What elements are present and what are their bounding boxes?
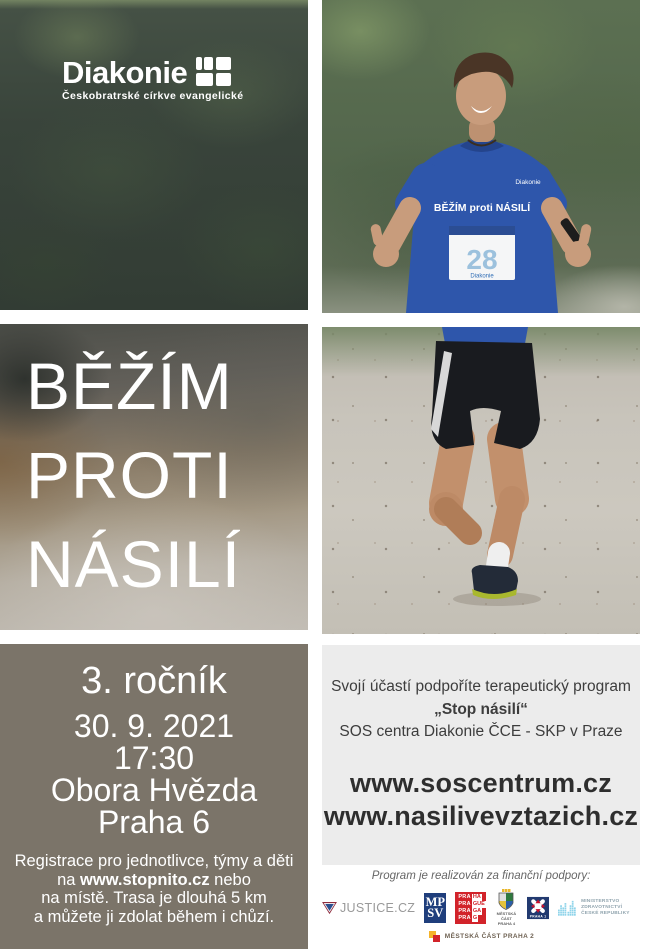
support-line-3: SOS centra Diakonie ČCE - SKP v Praze [339, 723, 623, 740]
praha4-label-line-2: PRAHA 4 [497, 921, 516, 927]
praha2-label: MĚSTSKÁ ČÁST PRAHA 2 [444, 933, 535, 940]
event-date: 30. 9. 2021 [73, 708, 235, 744]
registration-line-4: a můžete ji zdolat během i chůzí. [33, 907, 275, 926]
justice-triangle-icon [322, 902, 337, 915]
title-line-2: PROTI [26, 438, 233, 512]
event-city: Praha 6 [97, 804, 211, 840]
sponsors-section [322, 865, 640, 949]
sponsor-logo-mpsv [424, 893, 446, 923]
runner-bib [449, 226, 515, 280]
registration-line-2: na www.stopnito.cz nebo [57, 870, 251, 889]
photo-forest-top-left [0, 0, 308, 310]
event-details [0, 710, 308, 838]
bib-number: 28 [466, 244, 498, 275]
poster-title [26, 342, 241, 609]
ministry-label-line-2: ČESKÉ REPUBLIKY [581, 911, 630, 916]
legs-illustration [322, 327, 640, 634]
sponsor-logo-justice [322, 901, 415, 915]
photo-runner-upper [322, 0, 640, 313]
sponsor-logo-ministry [558, 898, 640, 919]
event-time: 17:30 [113, 740, 195, 776]
registration-line-3: na místě. Trasa je dlouhá 5 km [41, 889, 267, 907]
sponsor-logo-praha1 [527, 893, 549, 923]
diakonie-logo-text: Diakonie [62, 55, 188, 90]
bib-brand: Diakonie [470, 273, 494, 280]
event-info-panel [0, 644, 308, 949]
sponsor-logo-praha4 [495, 889, 518, 927]
ministry-label-line-1: MINISTERSTVO ZDRAVOTNICTVÍ [581, 899, 623, 910]
photo-runner-legs [322, 327, 640, 634]
support-url-1: www.soscentrum.cz [350, 767, 612, 798]
ministry-mosaic-icon [558, 898, 577, 919]
diakonie-tagline: Českobratrské církve evangelické [62, 90, 244, 102]
sponsors-caption: Program je realizován za finanční podpory: [371, 870, 591, 882]
sponsor-logo-praha: PRA HA PRA GUE PRA GA PRA G [455, 892, 485, 924]
sponsor-logo-praha2 [322, 930, 640, 943]
sponsor-logo-row [322, 889, 640, 927]
mpsv-line-1: MP [425, 895, 445, 909]
registration-line-1: Registrace pro jednotlivce, týmy a děti [14, 852, 294, 870]
title-line-3: NÁSILÍ [26, 527, 242, 601]
support-url-2: www.nasilivevztazich.cz [323, 800, 639, 831]
registration-url: www.stopnito.cz [80, 870, 210, 889]
title-line-1: BĚŽÍM [26, 349, 233, 423]
support-text [322, 676, 640, 744]
support-urls [322, 767, 640, 833]
praha4-label-line-1: MĚSTSKÁ ČÁST [496, 910, 517, 921]
photo-path-title [0, 324, 308, 630]
ministry-label [581, 899, 640, 917]
support-panel [322, 645, 640, 865]
support-line-1: Svojí účastí podpoříte terapeutický program [331, 678, 631, 695]
event-venue: Obora Hvězda [50, 772, 258, 808]
praha4-shield-icon [496, 889, 516, 911]
runner-shirt-text: BĚŽÍM proti NÁSILÍ [433, 202, 531, 214]
runner-shirt-brand: Diakonie [515, 179, 541, 186]
diakonie-logo [62, 57, 244, 102]
praha1-label: PRAHA 1 [529, 914, 547, 919]
registration-text [0, 852, 308, 926]
praha2-squares-icon [428, 930, 441, 943]
support-line-2: „Stop násilí“ [434, 700, 528, 718]
justice-label: JUSTICE.CZ [340, 901, 416, 915]
runner-illustration [322, 0, 640, 313]
diakonie-window-icon [196, 57, 233, 87]
event-edition: 3. ročník [81, 660, 227, 702]
mpsv-line-2: SV [427, 906, 444, 920]
